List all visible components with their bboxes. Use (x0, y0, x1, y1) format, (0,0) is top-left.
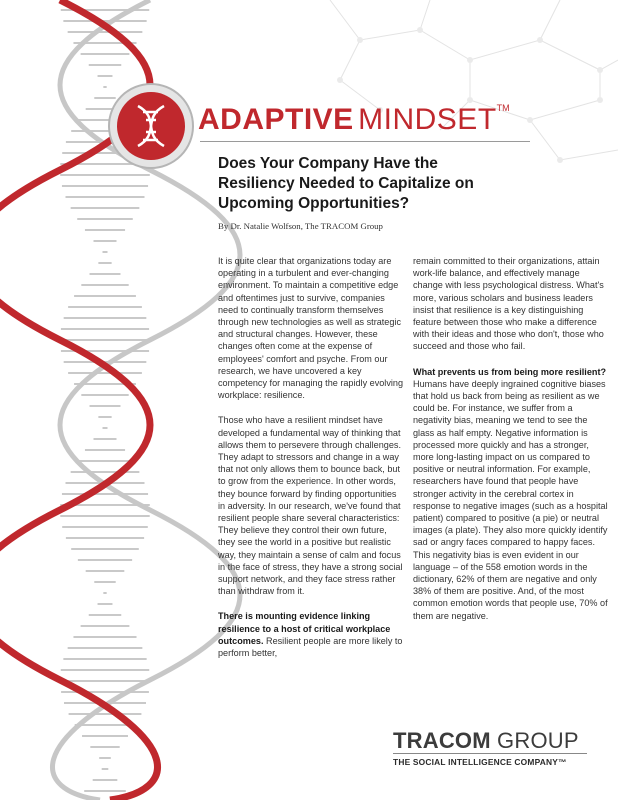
dna-badge (109, 84, 193, 168)
title-divider (200, 141, 530, 142)
subheading: There is mounting evidence linking resilience to a host of critical workplace outcomes. (218, 611, 391, 646)
column-right (413, 255, 609, 635)
tracom-group-logo (393, 728, 579, 754)
paragraph: It is quite clear that organizations today are operating in a turbulent and ever-changing environment. To maintain a competitive edge and oftentimes just to survive, companies need to continually transform themselves through new technologies as well as strategic and structural changes. However, these changes often come at the expense of employees' comfort and psyche. From our research, we have uncovered a key competency for managing the rapidly evolving workplace: resilience. (218, 256, 404, 401)
title-adaptive: ADAPTIVE (198, 103, 354, 136)
paragraph (413, 366, 609, 622)
title-mindset: MINDSET (358, 103, 497, 136)
article-headline: Does Your Company Have the Resiliency Needed to Capitalize on Upcoming Opportunities? (218, 155, 474, 212)
logo-divider (393, 753, 587, 754)
paragraph: Those who have a resilient mindset have developed a fundamental way of thinking that allows them to persevere through challenges. They adapt to stressors and change in a way that not only allows them to bounce back, but to grow from the experience. In other words, they bounce forward by finding opportunities in adversity. In our research, we've found that resilient people share several characteristics: They believe they control their own future, they see the world in a positive but realistic way, they maintain a sense of calm and focus in the face of stress, they have a strong social support network, and they face stress rather than withdraw from it. (218, 415, 403, 597)
subheading: What prevents us from being more resilient? (413, 366, 607, 377)
trademark: TM (496, 103, 510, 113)
logo-tracom: TRACOM (393, 728, 491, 753)
article-byline: By Dr. Natalie Wolfson, The TRACOM Group (218, 221, 383, 231)
paragraph (218, 610, 406, 659)
company-tagline: THE SOCIAL INTELLIGENCE COMPANY™ (393, 757, 567, 767)
paragraph-text: Resilient people are more likely to perform better, (218, 635, 403, 659)
paragraph-text: Humans have deeply ingrained cognitive biases that hold us back from being as resilient as we could be. For instance, we suffer from a negativity bias, meaning we tend to see the glass as half empty. Negative information is processed more quickly and has a stronger, more long-lasting impact on us compared to positive or neutral information. For example, researchers have found that people have stronger activity in the cerebral cortex in response to negative images (such as a hospital patient) compared to positive (a pie) or neutral images (a plate). They also more quickly identify sad or angry faces compared to happy faces. This negativity bias is even evident in our language – of the 558 emotion words in the dictionary, 62% of them are negative and only 38% of them are positive. And, of the most common emotion words that people use, 70% of them are negative. (413, 378, 608, 621)
column-left (218, 255, 406, 672)
paragraph: remain committed to their organizations, attain work-life balance, and effectively manage change with less psychological distress. What's more, various scholars and business leaders insist that resilience is a key distinguishing feature between those who make a difference with their ideas and those who don't, those who succeed and those who fail. (413, 256, 604, 352)
logo-group: GROUP (490, 728, 579, 753)
